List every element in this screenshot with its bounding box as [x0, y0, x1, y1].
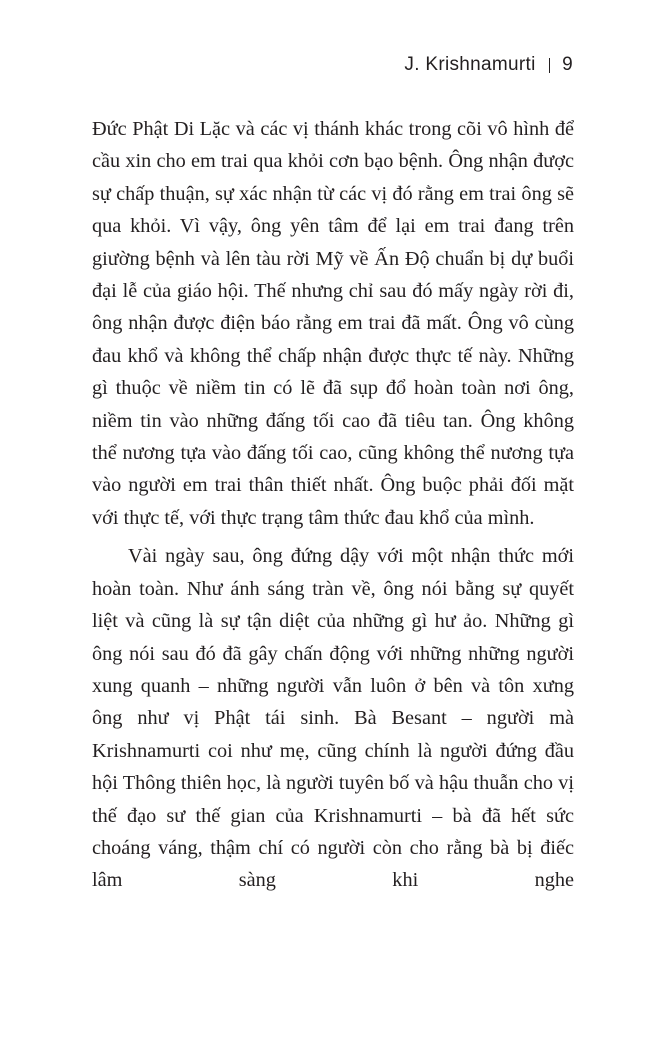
page-number: 9	[562, 54, 573, 75]
header-separator	[549, 58, 551, 73]
header-author: J. Krishnamurti	[404, 54, 536, 75]
paragraph-1: Đức Phật Di Lặc và các vị thánh khác trong cõi vô hình để cầu xin cho em trai qua khỏi cơn bạo bệnh. Ông nhận được sự chấp thuận, sự xác nhận từ các vị đó rằng em trai ông sẽ qua khỏi. Vì vậy, ông yên tâm để lại em trai đang trên giường bệnh và lên tàu rời Mỹ về Ấn Độ chuẩn bị dự buổi đại lễ của giáo hội. Thế nhưng chỉ sau đó mấy ngày rời đi, ông nhận được điện báo rằng em trai đã mất. Ông vô cùng đau khổ và không thể chấp nhận được thực tế này. Những gì thuộc về niềm tin có lẽ đã sụp đổ hoàn toàn nơi ông, niềm tin vào những đấng tối cao đã tiêu tan. Ông không thể nương tựa vào đấng tối cao, cũng không thể nương tựa vào người em trai thân thiết nhất. Ông buộc phải đối mặt với thực tế, với thực trạng tâm thức đau khổ của mình.	[92, 118, 574, 529]
running-header	[404, 54, 573, 76]
paragraph-2: Vài ngày sau, ông đứng dậy với một nhận thức mới hoàn toàn. Như ánh sáng tràn về, ông nói bằng sự quyết liệt và cũng là sự tận diệt của những gì hư ảo. Những gì ông nói sau đó đã gây chấn động với những những người xung quanh – những người vẫn luôn ở bên và tôn xưng ông như vị Phật tái sinh. Bà Besant – người mà Krishnamurti coi như mẹ, cũng chính là người đứng đầu hội Thông thiên học, là người tuyên bố và hậu thuẫn cho vị thế đạo sư thế gian của Krishnamurti – bà đã hết sức choáng váng, thậm chí có người còn cho rằng bà bị điếc lâm sàng khi nghe	[92, 545, 574, 892]
body-text	[92, 113, 574, 897]
